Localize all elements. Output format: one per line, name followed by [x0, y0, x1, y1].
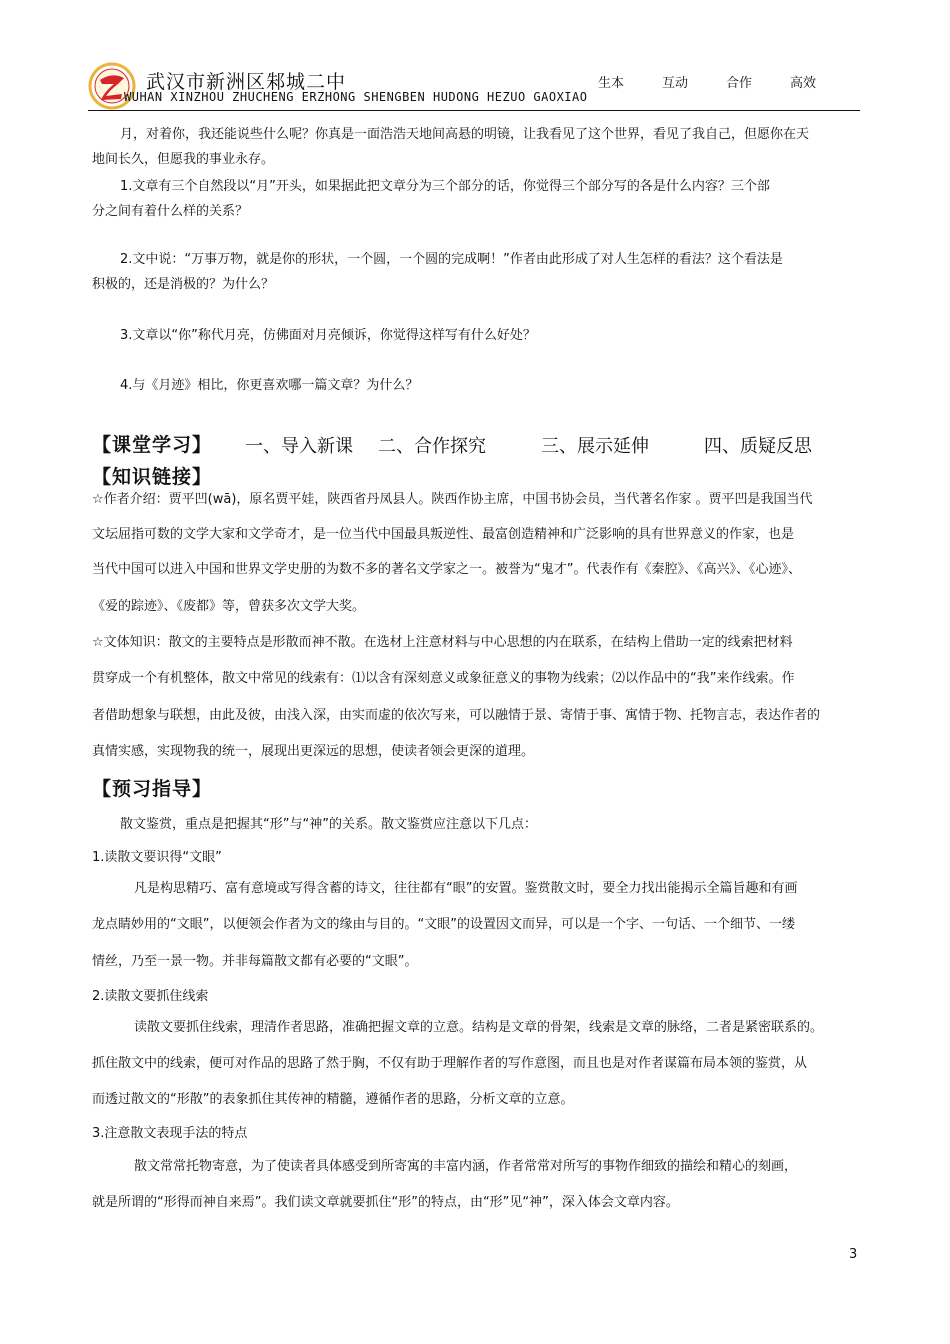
genre-knowledge-line: 真情实感，实现物我的统一，展现出更深远的思想，使读者领会更深的道理。	[92, 744, 535, 759]
section-title-knowledge: 【知识链接】	[92, 466, 213, 488]
motto-hudong: 互动	[662, 76, 689, 91]
preview-body-line: 抓住散文中的线索，便可对作品的思路了然于胸，不仅有助于理解作者的写作意图，而且也是对作者谋篇布局本领的鉴赏，从	[92, 1056, 808, 1071]
preview-body-line: 散文常常托物寄意，为了使读者具体感受到所寄寓的丰富内涵，作者常常对所写的事物作细致的描绘和精心的刻画，	[134, 1159, 798, 1174]
paragraph-line: 地间长久，但愿我的事业永存。	[92, 152, 275, 167]
classroom-step-2: 二、合作探究	[378, 436, 486, 457]
preview-body-line: 情丝，乃至一景一物。并非每篇散文都有必要的“文眼”。	[92, 954, 418, 969]
genre-knowledge-line: 者借助想象与联想，由此及彼，由浅入深，由实而虚的依次写来，可以融情于景、寄情于事、寓情于物、托物言志，表达作者的	[92, 708, 821, 723]
question-3: 3.文章以“你”称代月亮，仿佛面对月亮倾诉，你觉得这样写有什么好处？	[120, 328, 536, 343]
section-title-preview: 【预习指导】	[92, 778, 213, 800]
preview-intro: 散文鉴赏，重点是把握其“形”与“神”的关系。散文鉴赏应注意以下几点：	[120, 817, 537, 832]
genre-knowledge-line: ☆文体知识：散文的主要特点是形散而神不散。在选材上注意材料与中心思想的内在联系，在结构上借助一定的线索把材料	[92, 635, 793, 650]
question-4: 4.与《月迹》相比，你更喜欢哪一篇文章？为什么？	[120, 378, 419, 393]
school-pinyin: WUHAN XINZHOU ZHUCHENG ERZHONG SHENGBEN HUDONG HEZUO GAOXIAO	[124, 90, 588, 104]
page-header	[88, 58, 860, 111]
genre-knowledge-line: 贯穿成一个有机整体，散文中常见的线索有：⑴以含有深刻意义或象征意义的事物为线索；⑵以作品中的“我”来作线索。作	[92, 671, 795, 686]
school-name: 武汉市新洲区邾城二中	[146, 71, 347, 93]
preview-body-line: 就是所谓的“形得而神自来焉”。我们读文章就要抓住“形”的特点，由“形”见“神”，深入体会文章内容。	[92, 1195, 679, 1210]
author-intro-line: 《爱的踪迹》、《废都》等，曾获多次文学大奖。	[92, 599, 366, 614]
author-intro-line: 文坛屈指可数的文学大家和文学奇才，是一位当代中国最具叛逆性、最富创造精神和广泛影响的具有世界意义的作家，也是	[92, 527, 795, 542]
preview-body-line: 而透过散文的“形散”的表象抓住其传神的精髓，遵循作者的思路，分析文章的立意。	[92, 1092, 574, 1107]
page-number: 3	[849, 1247, 858, 1262]
preview-heading-1: 1.读散文要识得“文眼”	[92, 850, 222, 865]
classroom-step-4: 四、质疑反思	[704, 436, 812, 457]
classroom-step-1: 一、导入新课	[245, 436, 353, 457]
motto-shengben: 生本	[598, 76, 625, 91]
question-2-line: 2.文中说：“万事万物，就是你的形状，一个圆，一个圆的完成啊！”作者由此形成了对人生怎样的看法？这个看法是	[120, 252, 783, 267]
author-intro-line: ☆作者介绍：贾平凹(wā)，原名贾平娃，陕西省丹凤县人。陕西作协主席，中国书协会员，当代著名作家 。贾平凹是我国当代	[92, 492, 813, 507]
question-1-line: 1.文章有三个自然段以“月”开头，如果据此把文章分为三个部分的话，你觉得三个部分写的各是什么内容？三个部	[120, 179, 770, 194]
motto-gaoxiao: 高效	[790, 76, 817, 91]
question-2-line: 积极的，还是消极的？为什么？	[92, 277, 275, 292]
paragraph-line: 月，对着你，我还能说些什么呢？你真是一面浩浩天地间高悬的明镜，让我看见了这个世界，看见了我自己，但愿你在天	[120, 127, 810, 142]
preview-body-line: 读散文要抓住线索，理清作者思路，准确把握文章的立意。结构是文章的骨架，线索是文章的脉络，二者是紧密联系的。	[134, 1020, 824, 1035]
preview-heading-2: 2.读散文要抓住线索	[92, 989, 209, 1004]
author-intro-line: 当代中国可以进入中国和世界文学史册的为数不多的著名文学家之一。被誉为“鬼才”。代表作有《秦腔》、《高兴》、《心迹》、	[92, 562, 801, 577]
preview-heading-3: 3.注意散文表现手法的特点	[92, 1126, 248, 1141]
motto-hezuo: 合作	[726, 76, 753, 91]
question-1-line: 分之间有着什么样的关系？	[92, 204, 249, 219]
section-title-classroom: 【课堂学习】	[92, 434, 213, 456]
preview-body-line: 龙点睛妙用的“文眼”，以便领会作者为文的缘由与目的。“文眼”的设置因文而异，可以是一个字、一句话、一个细节、一缕	[92, 917, 795, 932]
classroom-step-3: 三、展示延伸	[541, 436, 649, 457]
preview-body-line: 凡是构思精巧、富有意境或写得含蓄的诗文，往往都有“眼”的安置。鉴赏散文时，要全力找出能揭示全篇旨趣和有画	[134, 881, 798, 896]
